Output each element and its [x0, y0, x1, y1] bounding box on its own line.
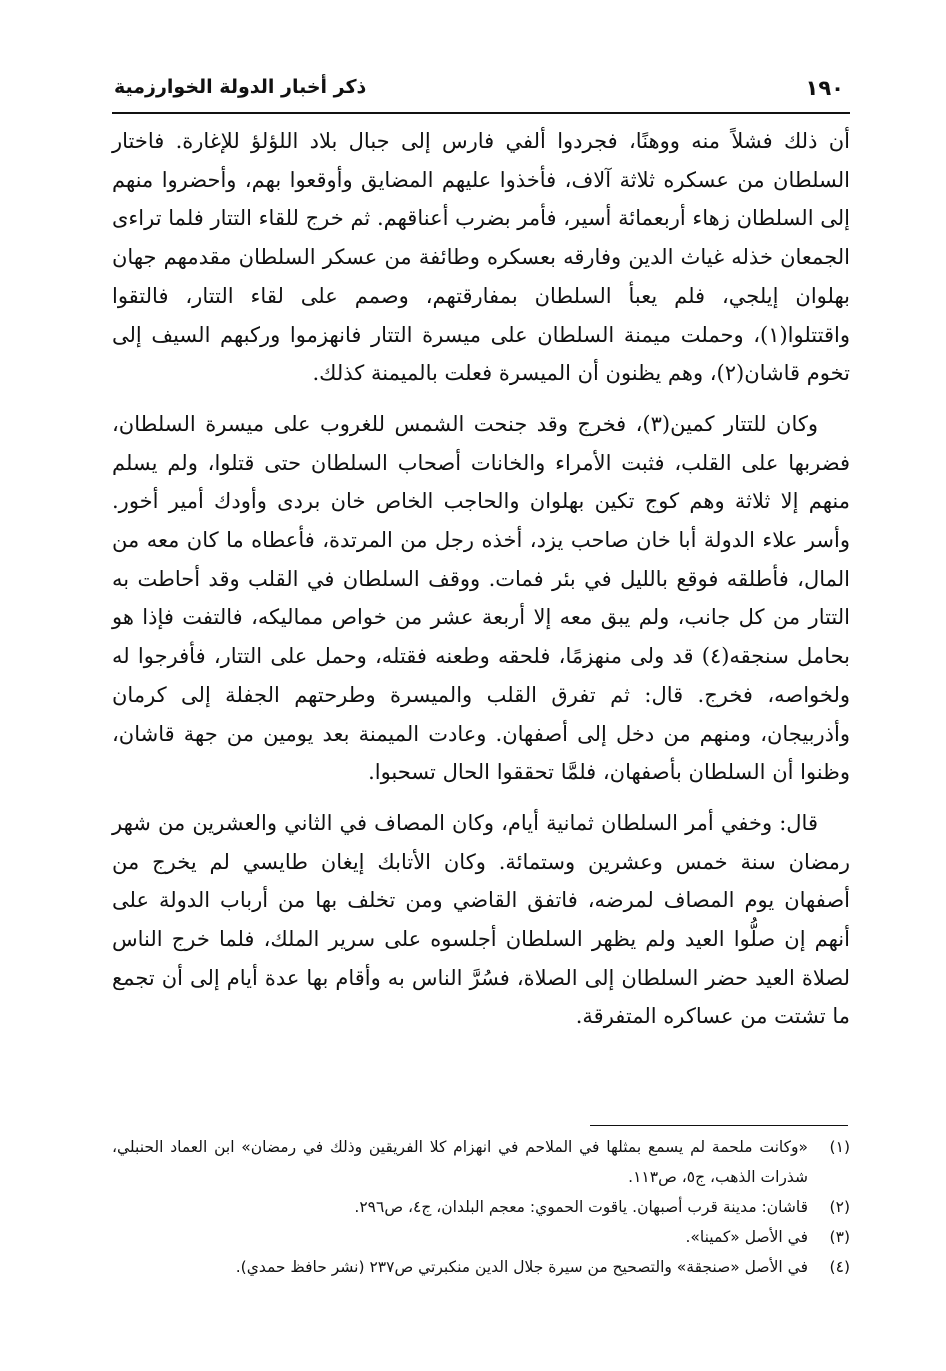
- footnote: [112, 1252, 850, 1282]
- paragraph: وكان للتتار كمين(٣)، فخرج وقد جنحت الشمس للغروب على ميسرة السلطان، فضربها على القلب، فثبت الأمراء والخانات أصحاب السلطان حتى قتلوا، ولم يسلم منهم إلا ثلاثة وهم كوج تكين بهلوان والحاجب الخاص خان بردى وأودك أمير أخور. وأسر علاء الدولة أبا خان صاحب يزد، أخذه رجل من المرتدة، فأعطاه ما كان معه من المال، فأطلقه فوقع بالليل في بئر فمات. ووقف السلطان في القلب وقد أحاطت به التتار من كل جانب، ولم يبق معه إلا أربعة عشر من خواص مماليكه، فالتفت فإذا هو بحامل سنجقه(٤) قد ولى منهزمًا، فلحقه وطعنه فقتله، وحمل على التتار، فأفرجوا له ولخواصه، فخرج. قال: ثم تفرق القلب والميسرة وطرحتهم الجفلة إلى كرمان وأذربيجان، ومنهم من دخل إلى أصفهان. وعادت الميمنة بعد يومين من جهة قاشان، وظنوا أن السلطان بأصفهان، فلمَّا تحققوا الحال تسحبوا.: [112, 411, 850, 785]
- footnote-text: في الأصل «كمينا».: [685, 1228, 808, 1246]
- footnote-number: (٣): [829, 1228, 850, 1246]
- main-text: [112, 122, 850, 1048]
- footnote: [112, 1222, 850, 1252]
- footnote-number: (٢): [829, 1198, 850, 1216]
- footnote: [112, 1192, 850, 1222]
- footnote-number: (١): [829, 1138, 850, 1156]
- running-title: ذكر أخبار الدولة الخوارزمية: [114, 76, 367, 98]
- footnote-number: (٤): [829, 1258, 850, 1276]
- header-divider: [112, 112, 850, 114]
- footnote-text: «وكانت ملحمة لم يسمع بمثلها في الملاحم في انهزام كلا الفريقين وذلك في رمضان» ابن العماد الحنبلي، شذرات الذهب، ج٥، ص١١٣.: [112, 1138, 808, 1186]
- paragraph: أن ذلك فشلاً منه ووهنًا، فجردوا ألفي فارس إلى جبال بلاد اللؤلؤ للإغارة. فاختار السلطان من عسكره ثلاثة آلاف، فأخذوا عليهم المضايق وأوقعوا بهم، وأحضروا منهم إلى السلطان زهاء أربعمائة أسير، فأمر بضرب أعناقهم. ثم خرج للقاء التتار فلما تراءى الجمعان خذله غياث الدين وفارقه بعسكره وطائفة من عسكر السلطان مقدمهم جهان بهلوان إيلجي، فلم يعبأ السلطان بمفارقتهم، وصمم على لقاء التتار، فالتقوا واقتتلوا(١)، وحملت ميمنة السلطان على ميسرة التتار فانهزموا وركبهم السيف إلى تخوم قاشان(٢)، وهم يظنون أن الميسرة فعلت بالميمنة كذلك.: [112, 129, 850, 386]
- paragraph: قال: وخفي أمر السلطان ثمانية أيام، وكان المصاف في الثاني والعشرين من شهر رمضان سنة خمس وعشرين وستمائة. وكان الأتابك إيغان طايسي لم يخرج من أصفهان يوم المصاف لمرضه، فاتفق القاضي ومن تخلف بها من أرباب الدولة على أنهم إن صلُّوا العيد ولم يظهر السلطان أجلسوه على سرير الملك، فلما خرج الناس لصلاة العيد حضر السلطان إلى الصلاة، فسُرَّ الناس به وأقام بها عدة أيام إلى أن تجمع ما تشتت من عساكره المتفرقة.: [112, 810, 850, 1029]
- page-number: ١٩٠: [805, 76, 844, 100]
- page-header: [112, 74, 850, 110]
- footnote-divider: [590, 1125, 848, 1126]
- footnote-text: قاشان: مدينة قرب أصبهان. ياقوت الحموي: معجم البلدان، ج٤، ص٢٩٦.: [354, 1198, 808, 1216]
- footnote-text: في الأصل «صنجقة» والتصحيح من سيرة جلال الدين منكبرتي ص٢٣٧ (نشر حافظ حمدي).: [235, 1258, 808, 1276]
- footnote: [112, 1132, 850, 1192]
- footnotes: [112, 1132, 850, 1282]
